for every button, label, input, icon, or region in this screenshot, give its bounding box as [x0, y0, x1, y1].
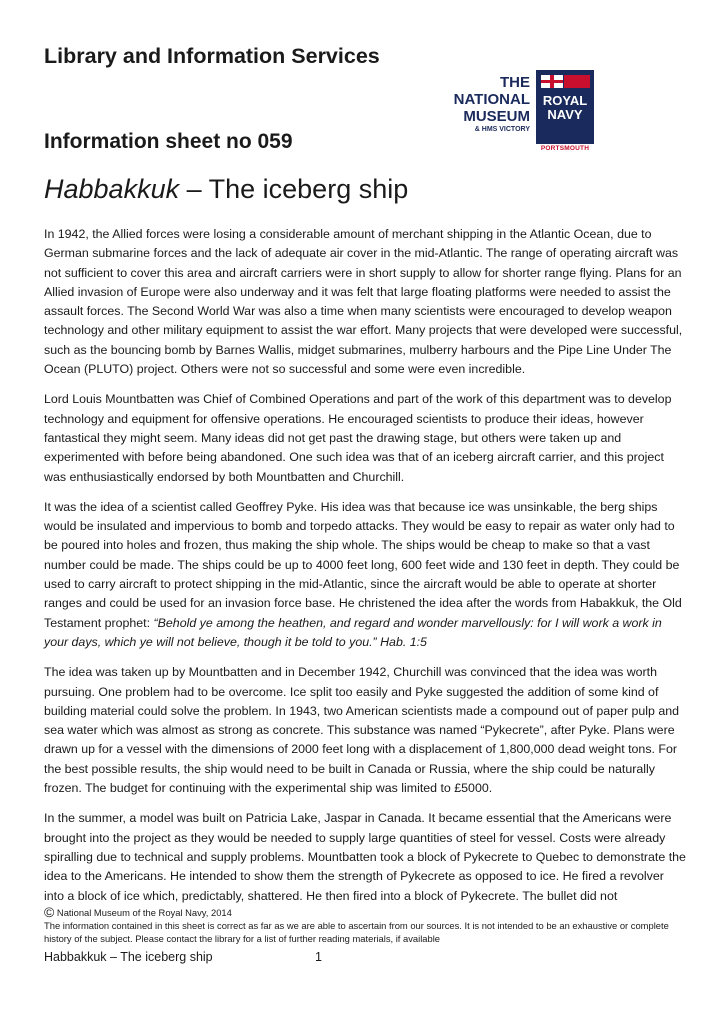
logo-line: THE: [500, 74, 530, 91]
body-text: [44, 225, 686, 917]
royal-navy-badge: [536, 70, 594, 144]
page-header-title: Library and Information Services: [44, 44, 380, 68]
logo-location: PORTSMOUTH: [540, 145, 590, 152]
title-italic: Habbakkuk: [44, 174, 180, 204]
ensign-icon: [564, 75, 590, 88]
museum-logo: [446, 70, 596, 154]
logo-line: NATIONAL: [453, 91, 530, 108]
paragraph: In the summer, a model was built on Patricia Lake, Jaspar in Canada. It became essential that the Americans were brought into the project as they would be needed to supply large quantities of steel for vessel. Costs were already spiralling due to technical and supply problems. Mountbatten took a block of Pykecrete to Quebec to demonstrate the idea to the Americans. He intended to show them the strength of Pykecrete as opposed to ice. He fired a revolver into a block of ice which, predictably, shattered. He then fired into a block of Pykecrete. The bullet did not: [44, 811, 686, 903]
footer-doc-name: Habbakkuk – The iceberg ship: [44, 950, 213, 964]
disclaimer: The information contained in this sheet is correct as far as we are able to ascertain from our sources. It is not intended to be an exhaustive or complete history of the subject. Please contact the library for a list of further reading materials, if available: [44, 920, 669, 944]
union-flag-icon: [541, 75, 563, 88]
document-title: [44, 174, 408, 205]
copyright-icon: ©: [44, 904, 55, 920]
royal-navy-text: ROYAL NAVY: [542, 93, 588, 122]
title-rest: – The iceberg ship: [179, 174, 409, 204]
copyright-line: © National Museum of the Royal Navy, 2014: [44, 904, 232, 920]
bible-quote: “Behold ye among the heathen, and regard and wonder marvellously: for I will work a work in your days, which ye will not believe, though it be told to you.” Hab. 1:5: [44, 615, 662, 649]
page-number: 1: [315, 950, 322, 964]
paragraph: The idea was taken up by Mountbatten and in December 1942, Churchill was convinced that the idea was worth pursuing. One problem had to be overcome. Ice split too easily and Pyke suggested the addition of some kind of building material could solve the problem. In 1943, two American scientists made a compound out of paper pulp and sea water which was almost as strong as concrete. This substance was named “Pykecrete”, after Pyke. Plans were drawn up for a vessel with the dimensions of 2000 feet long with a displacement of 1,800,000 dead weight tons. For the best possible results, the ship would need to be built in Canada or Russia, where the ship could be naturally frozen. The budget for continuing with the experimental ship was limited to £5000.: [44, 665, 680, 796]
logo-line: MUSEUM: [463, 108, 530, 125]
paragraph: Lord Louis Mountbatten was Chief of Combined Operations and part of the work of this department was to develop technology and equipment for offensive operations. He encouraged scientists to produce their ideas, however fantastical they might seem. Many ideas did not get past the drawing stage, but others were taken up and experimented with before being abandoned. One such idea was that of an iceberg aircraft carrier, and this project was enthusiastically endorsed by both Mountbatten and Churchill.: [44, 392, 672, 484]
footer-notice: [44, 906, 694, 945]
logo-wordmark: [446, 74, 530, 135]
paragraph: It was the idea of a scientist called Geoffrey Pyke. His idea was that because ice was unsinkable, the berg ships would be insulated and impervious to bomb and torpedo attacks. They would be easy to repair as water only had to be poured into holes and frozen, thus making the ship whole. The ships would be cheap to make so that a vast number could be made. The ships could be up to 4000 feet long, 600 feet wide and 130 feet in depth. They could be used to carry aircraft to protect shipping in the mid-Atlantic, since the aircraft would be able to operate at shorter ranges and could be used for an invasion force base. He christened the idea after the words from Habakkuk, the Old Testament prophet: “Behold ye among the heathen, and regard and wonder marvellously: for I will work a work in your days, which ye will not believe, though it be told to you.” Hab. 1:5: [44, 499, 682, 649]
logo-subline: & HMS VICTORY: [474, 126, 530, 133]
sheet-number: Information sheet no 059: [44, 130, 293, 153]
paragraph: In 1942, the Allied forces were losing a considerable amount of merchant shipping in the Atlantic Ocean, due to German submarine forces and the lack of adequate air cover in the mid-Atlantic. The range of operating aircraft was not sufficient to cover this area and aircraft carriers were in short supply to allow for shorter range flying. Plans for an Allied invasion of Europe were also underway and it was felt that large floating platforms were needed to assist the assault forces. The Second World War was also a time when many scientists were encouraged to develop weapon technology and other military equipment to assist the war effort. Many projects that were developed were successful, such as the bouncing bomb by Barnes Wallis, midget submarines, mulberry harbours and the Pipe Line Under The Ocean (PLUTO) project. Others were not so successful and some were even incredible.: [44, 227, 683, 377]
